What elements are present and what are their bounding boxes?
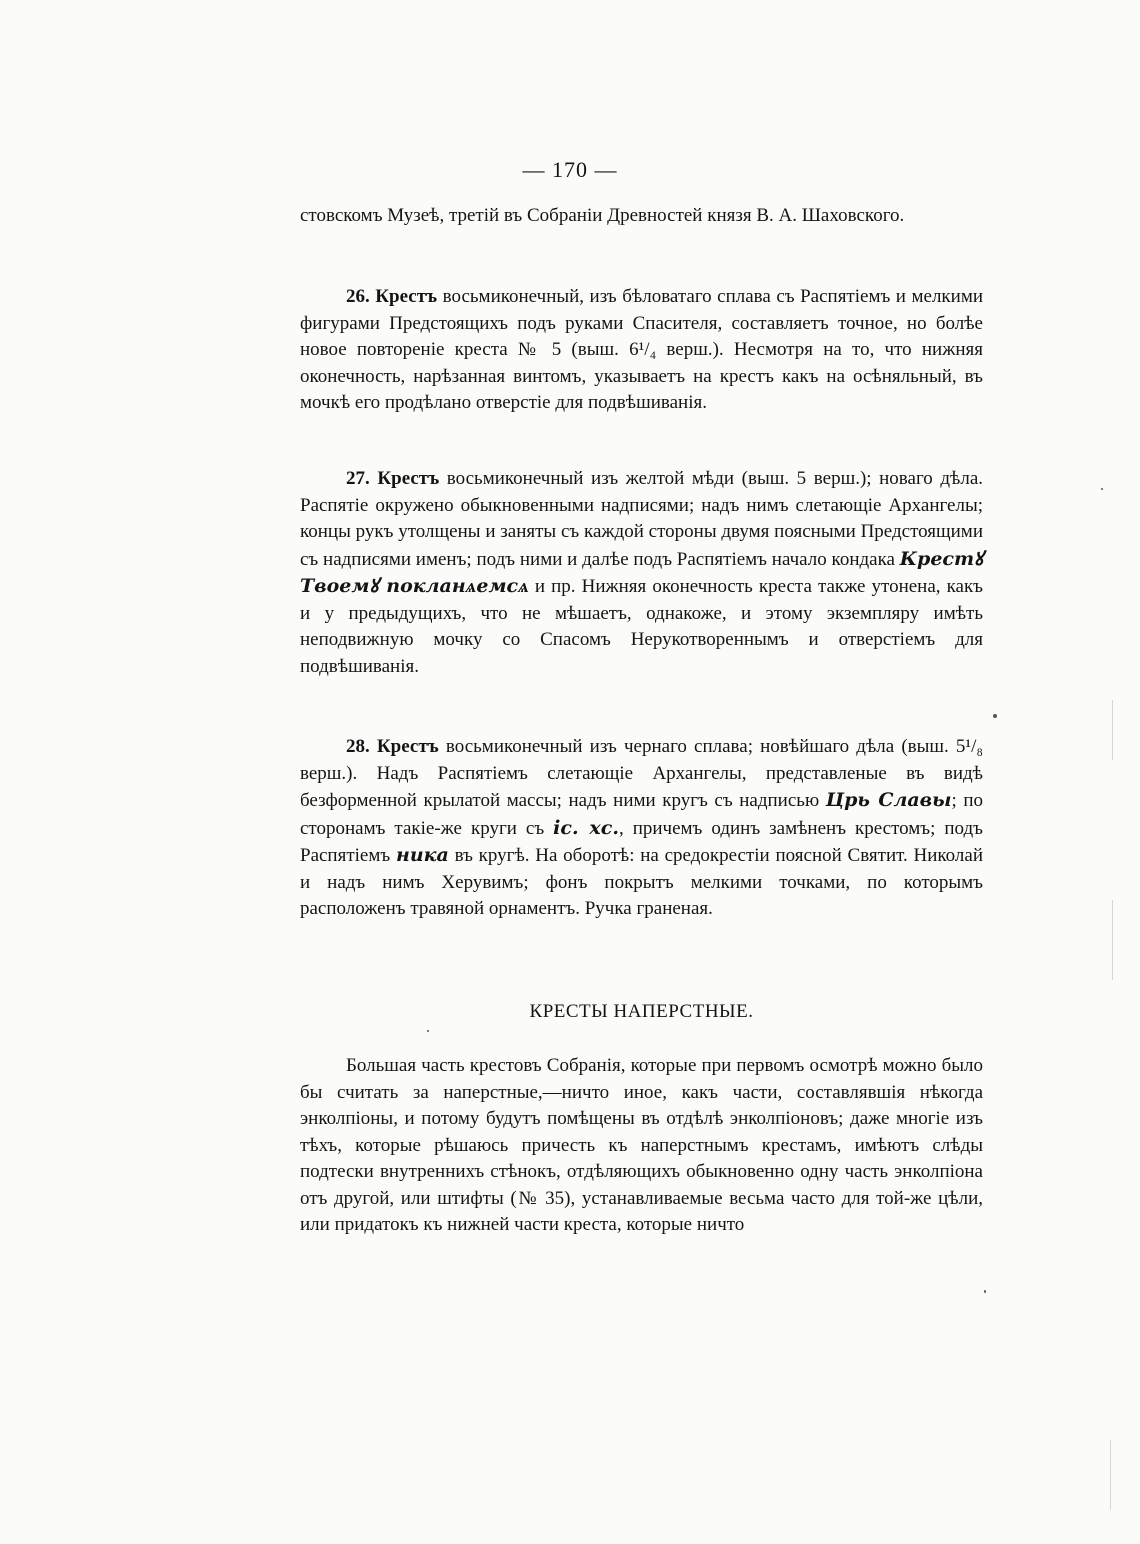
entry-title: Крестъ xyxy=(377,468,440,489)
entry-28 xyxy=(300,734,983,923)
entry-text: , причемъ одинъ замѣненъ крестомъ; подъ Распятіемъ xyxy=(300,817,984,866)
continued-paragraph xyxy=(300,203,983,230)
slavonic-inscription: ника xyxy=(395,844,449,866)
page-number: — 170 — xyxy=(522,157,618,182)
slavonic-inscription: Црь Славы xyxy=(825,789,952,811)
entry-text: восьмиконечный изъ желтой мѣди (выш. 5 верш.); новаго дѣла. Распятіе окружено обыкновенными надписями; надъ нимъ слетающіе Архангелы; концы рукъ утолщены и заняты съ каждой стороны двумя поясными Предстоящими съ надписями именъ; подъ ними и далѣе подъ Распятіемъ начало кондака xyxy=(300,468,984,570)
scan-speck xyxy=(984,1290,986,1293)
entry-text: и пр. Нижняя оконечность креста также утонена, какъ и у предыдущихъ, что не мѣшаетъ, однакоже, и этому экземпляру имѣть неподвижную мочку со Спасомъ Нерукотвореннымъ и отверстіемъ для подвѣшиванія. xyxy=(300,576,984,677)
scan-edge-line xyxy=(1112,900,1113,980)
section-heading: КРЕСТЫ НАПЕРСТНЫЕ. xyxy=(529,1001,754,1022)
slavonic-inscription: Крестꙋ Твоемꙋ покланѧемсѧ xyxy=(300,547,984,597)
entry-title: Крестъ xyxy=(376,736,439,757)
scan-edge-line xyxy=(1112,700,1113,760)
scan-edge-line xyxy=(1110,1440,1111,1510)
entry-text: восьмиконечный, изъ бѣловатаго сплава съ Распятіемъ и мелкими фигурами Предстоящихъ подъ руками Спасителя, составляетъ точное, но болѣе новое повтореніе креста № 5 (выш. 6¹/₄ верш.). Несмотря на то, что нижняя оконечность, нарѣзанная винтомъ, указываетъ на крестъ какъ на осѣняльный, въ мочкѣ его продѣлано отверстіе для подвѣшиванія. xyxy=(300,286,984,413)
scan-speck xyxy=(1101,488,1103,490)
entry-title: Крестъ xyxy=(375,286,438,307)
scan-speck xyxy=(427,1030,429,1032)
continued-text: стовскомъ Музеѣ, третій въ Собраніи Древностей князя В. А. Шаховского. xyxy=(300,205,905,226)
scan-speck xyxy=(993,714,997,718)
entry-number: 27. xyxy=(346,468,370,489)
entry-text: восьмиконечный изъ чернаго сплава; новѣйшаго дѣла (выш. 5¹/₈ верш.). Надъ Распятіемъ слетающіе Архангелы, представленые въ видѣ безформенной крылатой массы; надъ ними кругъ съ надписью xyxy=(300,736,983,811)
section-intro-text: Большая часть крестовъ Собранія, которые при первомъ осмотрѣ можно было бы считать за наперстные,—ничто иное, какъ части, составлявшія нѣкогда энколпіоны, и потому будутъ помѣщены въ отдѣлѣ энколпіоновъ; даже многіе изъ тѣхъ, которые рѣшаюсь причесть къ наперстнымъ крестамъ, имѣютъ слѣды подтески внутреннихъ стѣнокъ, отдѣляющихъ обыкновенно одну часть энколпіона отъ другой, или штифты (№ 35), устанавливаемые весьма часто для той-же цѣли, или придатокъ къ нижней части креста, которые ничто xyxy=(300,1055,983,1235)
entry-number: 26. xyxy=(346,286,370,307)
entry-26 xyxy=(300,284,983,417)
slavonic-inscription: іс. хс. xyxy=(553,816,619,839)
entry-number: 28. xyxy=(346,736,370,757)
entry-27 xyxy=(300,466,983,680)
entry-text: ; по сторонамъ такіе-же круги съ xyxy=(300,790,983,839)
entry-text: въ кругѣ. На оборотѣ: на средокрестіи поясной Святит. Николай и надъ нимъ Херувимъ; фонъ покрытъ мелкими точками, по которымъ расположенъ травяной орнаментъ. Ручка граненая. xyxy=(300,845,984,919)
section-intro xyxy=(300,1053,983,1239)
